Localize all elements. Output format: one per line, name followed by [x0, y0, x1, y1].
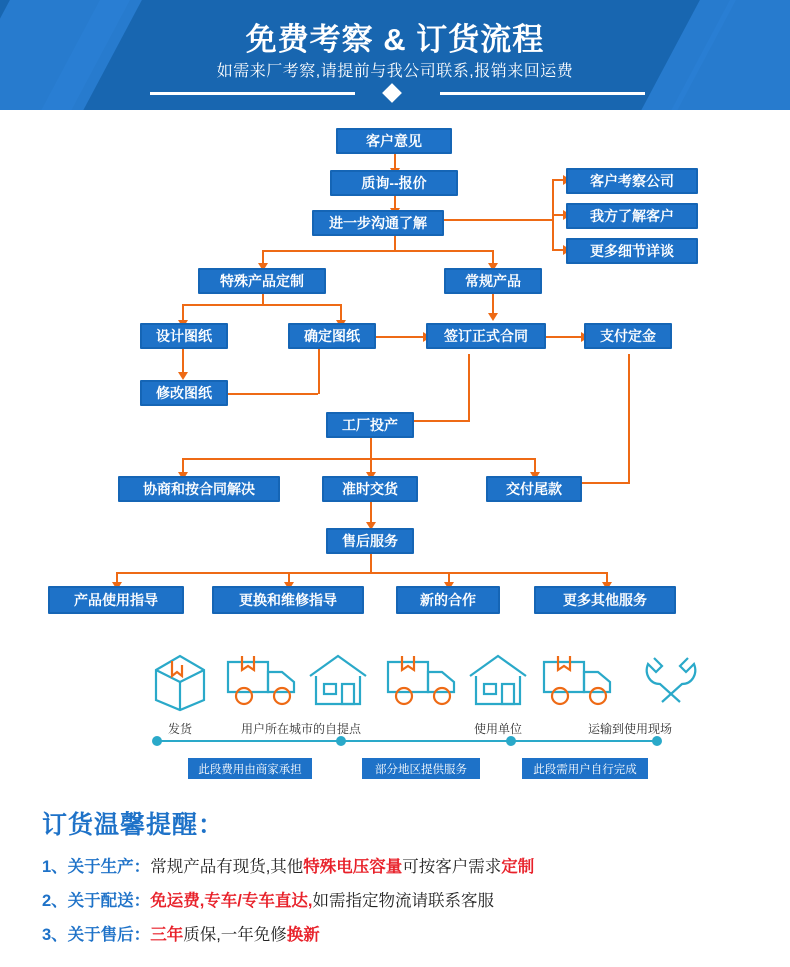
connector — [444, 219, 554, 221]
header-diamond-icon — [382, 83, 402, 103]
flow-node-negotiate-contract[interactable]: 协商和按合同解决 — [118, 476, 280, 502]
flow-node-we-understand-customer[interactable]: 我方了解客户 — [566, 203, 698, 229]
note-highlight: 换新 — [286, 926, 320, 944]
timeline-dot — [506, 736, 516, 746]
header-rule-left — [150, 92, 355, 95]
timeline-chip-user-handles: 此段需用户自行完成 — [522, 758, 648, 779]
flow-node-custom-product[interactable]: 特殊产品定制 — [198, 268, 326, 294]
timeline-dot — [336, 736, 346, 746]
order-notes — [0, 795, 790, 967]
flow-node-new-cooperation[interactable]: 新的合作 — [396, 586, 500, 614]
note-highlight: 三年 — [150, 926, 184, 944]
note-text: 常规产品有现货,其他 — [150, 858, 304, 876]
flow-node-after-sales[interactable]: 售后服务 — [326, 528, 414, 554]
connector — [182, 304, 342, 306]
flow-node-customer-visit[interactable]: 客户考察公司 — [566, 168, 698, 194]
connector-arrow — [178, 372, 188, 380]
delivery-label-pickup: 用户所在城市的自提点 — [240, 722, 361, 736]
flow-node-inquiry-quote[interactable]: 质询--报价 — [330, 170, 458, 196]
note-highlight: 特殊电压容量 — [303, 858, 403, 876]
delivery-label-user-unit: 使用单位 — [473, 722, 522, 736]
connector — [318, 346, 320, 394]
connector — [222, 393, 318, 395]
connector-arrow — [488, 313, 498, 321]
flow-node-sign-contract[interactable]: 签订正式合同 — [426, 323, 546, 349]
order-process-flowchart — [0, 110, 790, 640]
tools-wrench-icon — [640, 652, 702, 710]
note-highlight: 免运费,专车/专车直达, — [150, 892, 313, 910]
connector — [468, 354, 470, 420]
flow-node-pay-balance[interactable]: 交付尾款 — [486, 476, 582, 502]
note-index: 3、关于售后： — [42, 926, 151, 944]
flow-node-customer-opinion[interactable]: 客户意见 — [336, 128, 452, 154]
note-text: 如需指定物流请联系客服 — [312, 892, 494, 910]
notes-title: 订货温馨提醒： — [42, 811, 225, 839]
note-item-shipping — [42, 887, 494, 911]
flow-node-standard-product[interactable]: 常规产品 — [444, 268, 542, 294]
delivery-label-transport-site: 运输到使用现场 — [587, 722, 672, 736]
note-index: 2、关于配送： — [42, 892, 151, 910]
flow-node-replace-repair-guide[interactable]: 更换和维修指导 — [212, 586, 364, 614]
page-subtitle: 如需来厂考察,请提前与我公司联系,报销来回运费 — [216, 63, 574, 80]
timeline-chip-merchant-pays: 此段费用由商家承担 — [188, 758, 312, 779]
flow-node-pay-deposit[interactable]: 支付定金 — [584, 323, 672, 349]
flow-node-more-details[interactable]: 更多细节详谈 — [566, 238, 698, 264]
flow-node-revise-drawing[interactable]: 修改图纸 — [140, 380, 228, 406]
note-text: 可按客户需求 — [402, 858, 502, 876]
flow-node-other-services[interactable]: 更多其他服务 — [534, 586, 676, 614]
flow-node-factory-production[interactable]: 工厂投产 — [326, 412, 414, 438]
connector — [628, 354, 630, 482]
timeline-chip-area-service: 部分地区提供服务 — [362, 758, 480, 779]
package-box-icon — [148, 650, 212, 712]
connector — [370, 438, 372, 458]
note-text: 质保,一年免修 — [183, 926, 287, 944]
flow-node-confirm-drawing[interactable]: 确定图纸 — [288, 323, 376, 349]
connector — [370, 554, 372, 572]
connector — [262, 250, 494, 252]
flow-node-on-time-delivery[interactable]: 准时交货 — [322, 476, 418, 502]
note-item-production — [42, 853, 534, 877]
connector — [116, 572, 606, 574]
page-header — [0, 0, 790, 110]
header-rule-right — [440, 92, 645, 95]
delivery-label-ship: 发货 — [167, 722, 192, 736]
flow-node-usage-guide[interactable]: 产品使用指导 — [48, 586, 184, 614]
delivery-timeline — [155, 740, 660, 742]
note-highlight: 定制 — [501, 858, 535, 876]
user-site-house-icon — [466, 652, 530, 710]
delivery-truck-icon — [384, 652, 460, 710]
timeline-dot — [152, 736, 162, 746]
connector — [376, 336, 426, 338]
pickup-point-house-icon — [306, 652, 370, 710]
page-title: 免费考察 & 订货流程 — [245, 22, 545, 57]
delivery-truck-icon — [540, 652, 616, 710]
note-item-aftersales — [42, 921, 320, 945]
delivery-truck-icon — [224, 652, 300, 710]
note-index: 1、关于生产： — [42, 858, 151, 876]
connector — [182, 458, 534, 460]
connector — [546, 336, 584, 338]
flow-node-further-communication[interactable]: 进一步沟通了解 — [312, 210, 444, 236]
flow-node-design-drawing[interactable]: 设计图纸 — [140, 323, 228, 349]
timeline-dot — [652, 736, 662, 746]
